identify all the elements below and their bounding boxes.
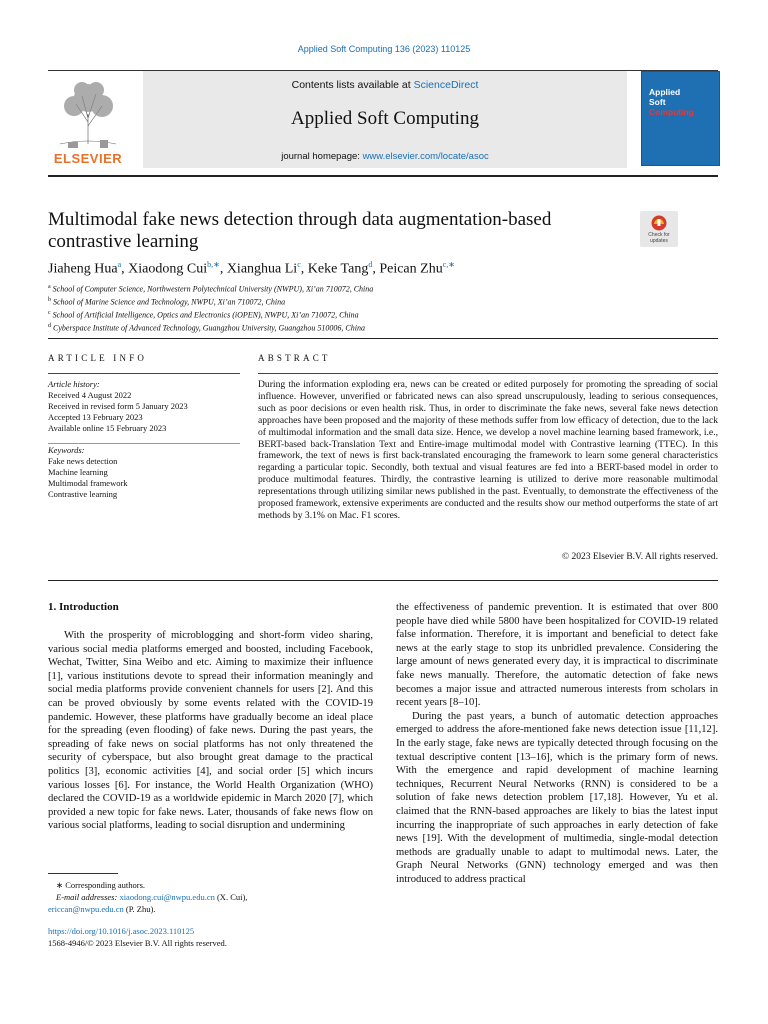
journal-title: Applied Soft Computing <box>291 108 479 129</box>
section-heading-introduction: 1. Introduction <box>48 601 119 613</box>
issn-line: 1568-4946/© 2023 Elsevier B.V. All rights reserved. <box>48 938 227 948</box>
author-name[interactable]: Xiaodong Cui <box>128 261 208 277</box>
abstract-copyright: © 2023 Elsevier B.V. All rights reserved. <box>561 552 718 562</box>
doi-link[interactable]: https://doi.org/10.1016/j.asoc.2023.110125 <box>48 926 195 936</box>
affiliation-item <box>48 308 373 321</box>
body-column-right <box>396 601 718 886</box>
author-list: Jiaheng Hua$^a$, Xiaodong Cui$^{b,∗}$, Xianghua Li$^c$, Keke Tang$^d$, Peican Zhu$^{c,∗}$ <box>48 260 455 277</box>
affiliation-text: Cyberspace Institute of Advanced Technology, Guangzhou University, Guangzhou 510006, China <box>53 323 365 333</box>
journal-reference-link[interactable]: Applied Soft Computing 136 (2023) 110125 <box>297 44 471 54</box>
affiliation-marker: c <box>48 309 51 316</box>
author-affiliation-marker[interactable]: b,∗ <box>207 260 220 269</box>
cover-line-2: Soft <box>649 97 666 107</box>
article-info-rule <box>48 373 240 374</box>
article-history <box>48 379 240 434</box>
history-item: Accepted 13 February 2023 <box>48 412 143 422</box>
doi-block <box>48 925 227 949</box>
affiliation-item <box>48 282 373 295</box>
author-affiliation-marker[interactable]: a <box>117 260 122 269</box>
author-affiliation-marker[interactable]: d <box>368 260 373 269</box>
homepage-prefix: journal homepage: <box>281 151 363 162</box>
email-link-cui[interactable]: xiaodong.cui@nwpu.edu.cn <box>119 892 215 902</box>
title-block-rule <box>48 338 718 339</box>
contents-prefix: Contents lists available at <box>291 79 414 91</box>
header-bottom-rule <box>48 175 718 177</box>
author-name[interactable]: Jiaheng Hua <box>48 261 118 277</box>
keywords-rule <box>48 443 240 444</box>
article-info-heading: ARTICLE INFO <box>48 353 148 363</box>
history-item: Received in revised form 5 January 2023 <box>48 401 188 411</box>
check-for-updates-button[interactable] <box>640 211 678 247</box>
affiliation-text: School of Marine Science and Technology, NWPU, Xi’an 710072, China <box>53 297 286 307</box>
history-item: Available online 15 February 2023 <box>48 423 167 433</box>
affiliation-item <box>48 321 373 334</box>
email-owner-cui: (X. Cui), <box>214 892 248 902</box>
affiliation-marker: d <box>48 322 51 329</box>
keyword-item: Multimodal framework <box>48 478 128 488</box>
body-paragraph: With the prosperity of microblogging and short-form video sharing, various social media platforms emerged and boosted, including Facebook, Wechat, Twitter, Sina Weibo and etc. Aiming to maximize their influence [1], various institutions devote to spread their information meaningly and social media platforms provide convenient channels for users [2]. And this can be proved obviously by some events related with the COVID-19 pandemic. However, these platforms have gradually become an ideal place for the spreading (even flooding) of fake news. During the past years, the spreading of fake news on social platforms has not only threatened the security of cyberspace, but also brought great damage to the practical politics [3], economic activities [4], and social order [5] which incurs various losses [6]. For instance, the World Health Organization (WHO) declared the COVID-19 as a worldwide epidemic in March 2020 [7], which provided a new topic for fake news. Later, thousands of fake news flow on various social platforms, leading to social disruption and undermining <box>48 630 373 832</box>
abstract-text: During the information exploding era, news can be created or edited purposely for promoting the spreading of social influence. However, unverified or fabricated news can also spread unscrupulously, leading to serious consequences, such as poor decisions or even health risk. Thus, in order to discriminate the fake news, several fake news detection approaches have been proposed and the majority of these methods suffer from low efficacy of detection, due to the lack of multimodal information and the small data size. Hence, we develop a novel machine learning based framework, i.e., BERT-based back-Translation Text and Entire-image multimodal model with Contrastive learning (TTEC). In this framework, the text of news is first back-translated encouraging the framework to learn some general characteristics regarding a particular topic. Secondly, both textual and visual features are fed into a BERT-based model in order to produce multimodal features. Thirdly, the contrastive learning is utilized to derive more reasonable multimodal representations through utilizing similar news published in the past. Eventually, to demonstrate the effectiveness of the proposed framework, extensive experiments are conducted and the results show our method outperforms the state of art methods by 3.1% on Mac. F1 scores. <box>258 379 718 521</box>
author-name[interactable]: Xianghua Li <box>226 261 298 277</box>
sciencedirect-link[interactable]: ScienceDirect <box>413 79 479 91</box>
abstract-bottom-rule <box>48 580 718 581</box>
abstract-rule <box>258 373 718 374</box>
body-paragraph: During the past years, a bunch of automatic detection approaches emerged to address the afore-mentioned fake news detection issue [11,12]. In the early stage, fake news are typically detected through focusing on the textual descriptive content [13–16], which is the primary form of news. With the emergence and rapid development of machine learning techniques, Recurrent Neural Networks (RNN) is considered to be a solution of fake news detection problem [17,18]. However, Yu et al. claimed that the RNN-based approaches are likely to bias the latest input incurring the inappropriate of such approaches in early detection of fake news [19]. With the development of multimedia, single-modal detection methods are gradually unable to adapt to multimodal news. Later, the Graph Neural Networks (GNN) technology emerged and was then introduced to address practical <box>396 710 718 885</box>
publisher-wordmark: ELSEVIER <box>53 151 123 166</box>
check-updates-label: Check for updates <box>648 232 670 244</box>
email-label: E-mail addresses: <box>56 892 118 902</box>
affiliation-marker: b <box>48 296 51 303</box>
journal-cover-text <box>649 87 694 117</box>
keywords <box>48 445 240 500</box>
journal-cover-image[interactable] <box>641 71 720 166</box>
affiliation-item <box>48 295 373 308</box>
author-affiliation-marker[interactable]: c <box>297 260 301 269</box>
keyword-item: Machine learning <box>48 467 108 477</box>
email-owner-zhu: (P. Zhu). <box>123 904 156 914</box>
keyword-item: Fake news detection <box>48 456 118 466</box>
affiliations <box>48 282 373 334</box>
keyword-item: Contrastive learning <box>48 489 118 499</box>
author-name[interactable]: Keke Tang <box>307 261 369 277</box>
history-item: Received 4 August 2022 <box>48 390 132 400</box>
footnote-rule <box>48 873 118 874</box>
journal-homepage <box>143 151 627 162</box>
body-paragraph: the effectiveness of pandemic prevention. It is estimated that over 800 people have died while 5800 have been hospitalized for COVID-19 related false information. Therefore, it is important and beneficial to detect fake news at the early stage to stop its unbridled prevalence. Considering the large amount of news generated every day, it is impractical to discriminate fake news manually. Therefore, the automatic detection of fake news becomes a major issue and attracted numerous interests from scholars in recent years [8–10]. <box>396 602 718 709</box>
affiliation-marker: a <box>48 284 51 290</box>
cover-line-1: Applied <box>649 87 681 97</box>
corresponding-note: ∗ Corresponding authors. <box>56 880 146 890</box>
body-column-left <box>48 629 373 833</box>
abstract-heading: ABSTRACT <box>258 353 331 363</box>
check-updates-icon <box>651 215 667 231</box>
affiliation-text: School of Computer Science, Northwestern Polytechnical University (NWPU), Xi’an 710072, China <box>52 284 374 294</box>
history-label: Article history: <box>48 379 100 389</box>
cover-line-3: Computing <box>649 107 694 117</box>
homepage-link[interactable]: www.elsevier.com/locate/asoc <box>362 151 489 162</box>
keywords-label: Keywords: <box>48 445 85 455</box>
footnotes <box>48 879 373 915</box>
contents-availability <box>143 79 627 91</box>
article-title: Multimodal fake news detection through data augmentation-based contrastive learning <box>48 209 552 252</box>
affiliation-text: School of Artificial Intelligence, Optics and Electronics (iOPEN), NWPU, Xi’an 710072, China <box>52 310 359 320</box>
author-name[interactable]: Peican Zhu <box>379 261 443 277</box>
email-link-zhu[interactable]: ericcan@nwpu.edu.cn <box>48 904 124 914</box>
author-affiliation-marker[interactable]: c,∗ <box>442 260 455 269</box>
